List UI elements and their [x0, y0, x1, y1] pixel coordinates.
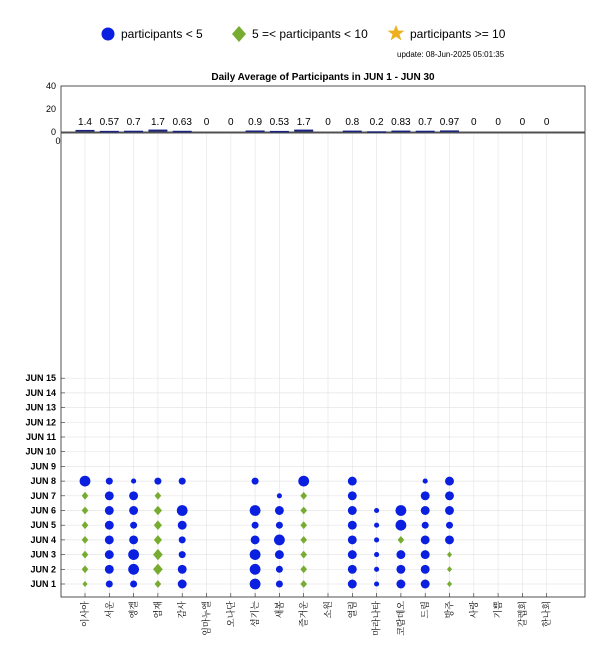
participants-circle: [128, 564, 139, 575]
main-ytick-zero: 0: [55, 136, 61, 146]
day-label: JUN 4: [30, 534, 56, 545]
average-bar: [294, 130, 313, 132]
day-label: JUN 1: [30, 579, 56, 589]
legend-circle-marker: [102, 28, 115, 41]
participants-circle: [348, 535, 357, 544]
participants-circle: [128, 549, 139, 560]
participants-circle: [275, 550, 284, 559]
participants-circle: [105, 565, 114, 574]
participants-circle: [276, 522, 283, 529]
participants-circle: [274, 535, 285, 546]
participants-circle: [348, 565, 357, 574]
participants-circle: [374, 508, 379, 513]
group-label: 임마누엘: [201, 601, 212, 636]
average-value-label: 0.53: [269, 117, 290, 128]
participants-circle: [252, 478, 259, 485]
average-bar: [367, 131, 386, 133]
average-bar: [416, 131, 435, 133]
participants-circle: [396, 580, 405, 589]
average-value-label: 0.57: [99, 117, 120, 128]
participants-circle: [396, 520, 407, 531]
participants-circle: [275, 506, 284, 515]
day-label: JUN 13: [25, 402, 56, 413]
participants-circle: [106, 581, 113, 588]
participants-circle: [276, 566, 283, 573]
participants-circle: [421, 506, 430, 515]
participants-circle: [374, 523, 379, 528]
group-label: 감사: [177, 601, 188, 619]
participants-circle: [106, 478, 113, 485]
participants-circle: [250, 564, 261, 575]
participants-circle: [251, 535, 260, 544]
participants-circle: [396, 550, 405, 559]
group-label: 드림: [420, 601, 431, 619]
participants-circle: [446, 522, 453, 529]
chart-title: Daily Average of Participants in JUN 1 - JUN 30: [211, 72, 435, 83]
day-label: JUN 5: [30, 520, 56, 531]
participants-circle: [250, 549, 261, 560]
participants-circle: [276, 581, 283, 588]
participants-circle: [105, 550, 114, 559]
average-value-label: 0: [543, 117, 550, 128]
day-label: JUN 7: [30, 490, 56, 501]
group-label: 마라나타: [371, 601, 382, 636]
average-value-label: 1.7: [296, 117, 311, 128]
group-label: 새봄: [274, 601, 285, 619]
average-value-label: 0: [203, 117, 210, 128]
average-bar: [100, 131, 119, 133]
participants-circle: [154, 478, 161, 485]
group-label: 방주: [444, 601, 455, 619]
average-value-label: 0.63: [172, 117, 192, 128]
legend-label-medium: 5 =< participants < 10: [252, 27, 368, 41]
group-label: 갈렙회: [517, 601, 528, 628]
participants-circle: [348, 550, 357, 559]
average-bar: [124, 131, 143, 133]
top-ytick-label-20: 20: [45, 104, 56, 114]
participants-circle: [421, 491, 430, 500]
group-label: 열림: [347, 601, 358, 619]
group-label: 서운: [104, 601, 115, 619]
average-bar: [173, 131, 192, 133]
participants-circle: [177, 505, 188, 516]
average-value-label: 0.7: [418, 117, 433, 128]
group-label: 기쁨: [493, 601, 504, 619]
top-ytick-label-0: 0: [50, 127, 56, 137]
day-label: JUN 10: [25, 446, 56, 457]
participants-circle: [105, 491, 114, 500]
average-bar: [343, 131, 362, 133]
average-value-label: 0: [228, 117, 234, 128]
participants-circle: [374, 537, 379, 542]
day-label: JUN 9: [30, 461, 56, 472]
participants-circle: [422, 522, 429, 529]
average-value-label: 0.7: [126, 117, 141, 128]
participants-circle: [105, 521, 114, 530]
group-label: 오나단: [225, 601, 236, 628]
participants-circle: [396, 505, 407, 516]
legend: [102, 25, 506, 59]
participants-circle: [105, 535, 114, 544]
participants-circle: [298, 476, 309, 487]
participants-circle: [421, 550, 430, 559]
participants-circle: [421, 565, 430, 574]
group-label: 코람데오: [395, 601, 406, 636]
group-label: 이사아: [80, 601, 90, 628]
average-bar: [246, 130, 265, 132]
participants-circle: [131, 479, 136, 484]
participants-circle: [129, 535, 138, 544]
participants-circle: [421, 535, 430, 544]
day-label: JUN 14: [25, 387, 56, 398]
average-bar: [391, 131, 410, 133]
day-label: JUN 15: [25, 373, 56, 384]
average-bar: [76, 130, 95, 132]
top-ytick-label-40: 40: [45, 81, 56, 91]
participants-scatter-panel: [25, 133, 585, 636]
participants-circle: [277, 493, 282, 498]
average-value-label: 0: [495, 117, 501, 128]
day-label: JUN 12: [25, 417, 56, 428]
participants-circle: [179, 478, 186, 485]
participants-circle: [445, 506, 454, 515]
day-label: JUN 11: [25, 432, 56, 442]
participants-circle: [178, 565, 187, 574]
participants-circle: [129, 491, 138, 500]
group-label: 사랑: [468, 601, 479, 619]
participants-circle: [374, 567, 379, 572]
average-value-label: 1.4: [78, 117, 92, 128]
participants-circle: [421, 580, 430, 589]
day-label: JUN 2: [30, 564, 56, 575]
legend-label-small: participants < 5: [121, 27, 203, 41]
group-label: 섬기는: [250, 601, 261, 628]
participants-circle: [130, 522, 137, 529]
main-plot-area: [61, 133, 585, 597]
average-value-label: 0.8: [345, 117, 360, 128]
group-label: 즐거운: [298, 601, 309, 628]
participants-circle: [179, 536, 186, 543]
participants-circle: [348, 491, 357, 500]
participants-circle: [348, 477, 357, 486]
participants-circle: [178, 580, 187, 589]
participants-circle: [250, 579, 261, 590]
average-bar: [270, 131, 289, 133]
participants-circle: [179, 551, 186, 558]
legend-star-marker: [388, 25, 405, 40]
average-value-label: 0: [325, 117, 331, 128]
participants-circle: [252, 522, 259, 529]
average-bar: [148, 130, 167, 132]
day-label: JUN 3: [30, 549, 56, 560]
participants-circle: [348, 506, 357, 515]
group-label: 엥겔: [128, 601, 139, 619]
average-value-label: 0.83: [391, 117, 411, 128]
average-bar-panel: [46, 81, 585, 137]
participants-circle: [396, 565, 405, 574]
average-value-label: 0: [471, 117, 477, 128]
participants-circle: [423, 479, 428, 484]
participants-circle: [105, 506, 114, 515]
average-value-label: 0: [519, 117, 526, 128]
legend-diamond-marker: [232, 26, 246, 42]
participants-circle: [80, 476, 91, 487]
group-label: 한나회: [541, 601, 552, 628]
update-timestamp: update: 08-Jun-2025 05:01:35: [397, 50, 505, 59]
legend-label-large: participants >= 10: [410, 27, 506, 41]
average-value-label: 0.97: [439, 117, 460, 128]
average-value-label: 1.7: [150, 117, 165, 128]
participants-circle: [348, 521, 357, 530]
day-label: JUN 6: [30, 505, 56, 516]
participants-circle: [348, 580, 357, 589]
participants-circle: [445, 491, 454, 500]
participants-circle: [250, 505, 261, 516]
group-label: 소원: [323, 601, 333, 619]
average-value-label: 0.9: [248, 117, 263, 128]
participants-circle: [130, 581, 137, 588]
participants-circle: [445, 535, 454, 544]
participants-circle: [445, 477, 454, 486]
group-label: 엄재: [152, 601, 163, 619]
participants-circle: [129, 506, 138, 515]
participants-circle: [374, 552, 379, 557]
average-bar: [440, 130, 459, 132]
participants-circle: [178, 521, 187, 530]
average-value-label: 0.2: [369, 117, 384, 128]
day-label: JUN 8: [30, 476, 56, 487]
participants-circle: [374, 581, 379, 586]
